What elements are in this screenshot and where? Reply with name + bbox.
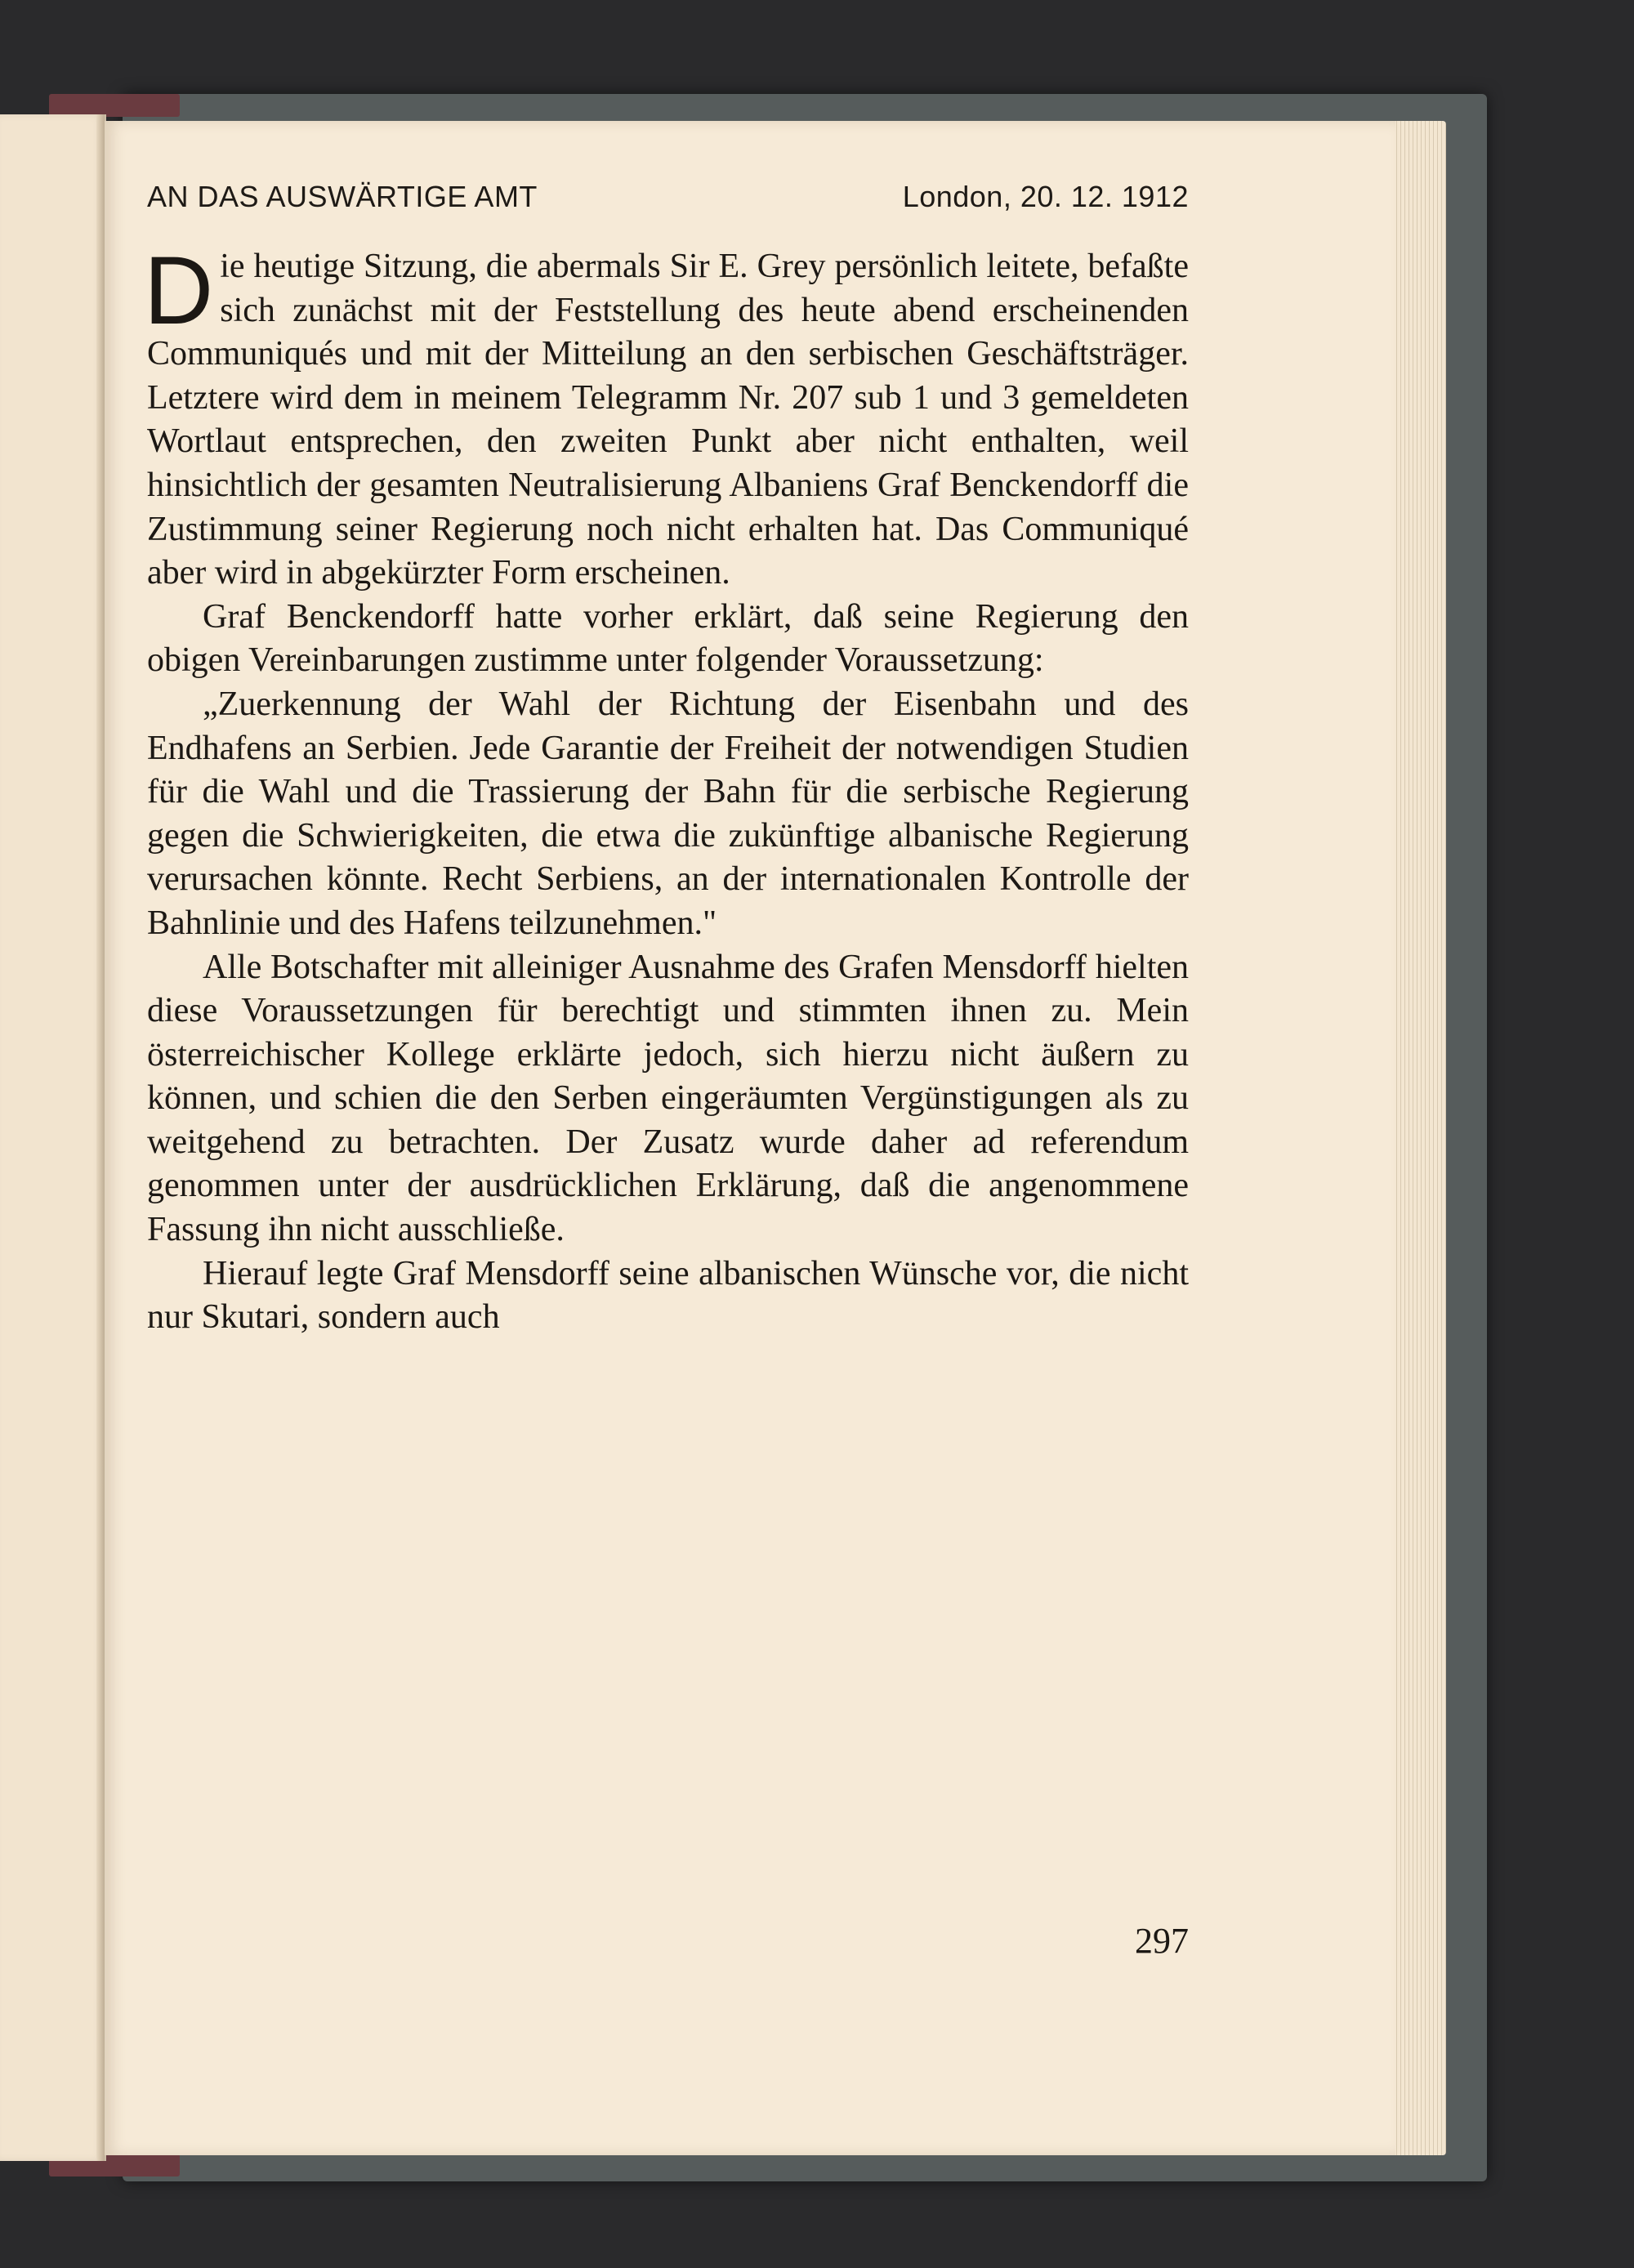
paragraph-quote: „Zuerkennung der Wahl der Richtung der Eisenbahn und des Endhafens an Serbien. Jede Garantie der Freiheit der notwendigen Studien für die Wahl und die Trassierung der Bahn für die serbische Regierung gegen die Schwierigkeiten, die etwa die zukünftige albanische Regierung verursachen könnte. Recht Serbiens, an der internationalen Kontrolle der Bahnlinie und des Hafens teilzunehmen."	[147, 685, 1189, 942]
gutter-shadow	[96, 114, 105, 2161]
running-head	[147, 180, 1189, 214]
previous-page-edge	[0, 114, 106, 2161]
drop-cap: D	[144, 237, 214, 345]
page-number: 297	[1135, 1921, 1189, 1961]
headband-top	[49, 94, 180, 117]
running-head-date: London, 20. 12. 1912	[902, 180, 1189, 213]
paragraph: Alle Botschafter mit alleiniger Ausnahme des Grafen Mensdorff hielten diese Voraussetzungen für berechtigt und stimmten ihnen zu. Mein österreichischer Kollege erklärte jedoch, sich hierzu nicht äußern zu können, und schien die den Serben eingeräumten Vergünstigungen als zu weitgehend zu betrachten. Der Zusatz wurde daher ad referendum genommen unter der ausdrücklichen Erklärung, daß die angenommene Fassung ihn nicht ausschließe.	[147, 948, 1189, 1249]
paragraph: Graf Benckendorff hatte vorher erklärt, daß seine Regierung den obigen Vereinbarungen zustimme unter folgender Voraussetzung:	[147, 597, 1189, 680]
paragraph: Hierauf legte Graf Mensdorff seine albanischen Wünsche vor, die nicht nur Skutari, sondern auch	[147, 1254, 1189, 1337]
running-head-title: AN DAS AUSWÄRTIGE AMT	[147, 180, 538, 213]
body-text	[144, 237, 1189, 1340]
paragraph-text: ie heutige Sitzung, die abermals Sir E. Grey persönlich leitete, befaßte sich zunächst mit der Feststellung des heute abend erscheinenden Communiqués und mit der Mitteilung an den serbischen Geschäftsträger. Letztere wird dem in meinem Telegramm Nr. 207 sub 1 und 3 gemeldeten Wortlaut entsprechen, den zweiten Punkt aber nicht enthalten, weil hinsichtlich der gesamten Neutralisierung Albaniens Graf Benckendorff die Zustimmung seiner Regierung noch nicht erhalten hat. Das Communiqué aber wird in abgekürzter Form erscheinen.	[147, 248, 1189, 592]
paragraph	[144, 237, 1189, 596]
